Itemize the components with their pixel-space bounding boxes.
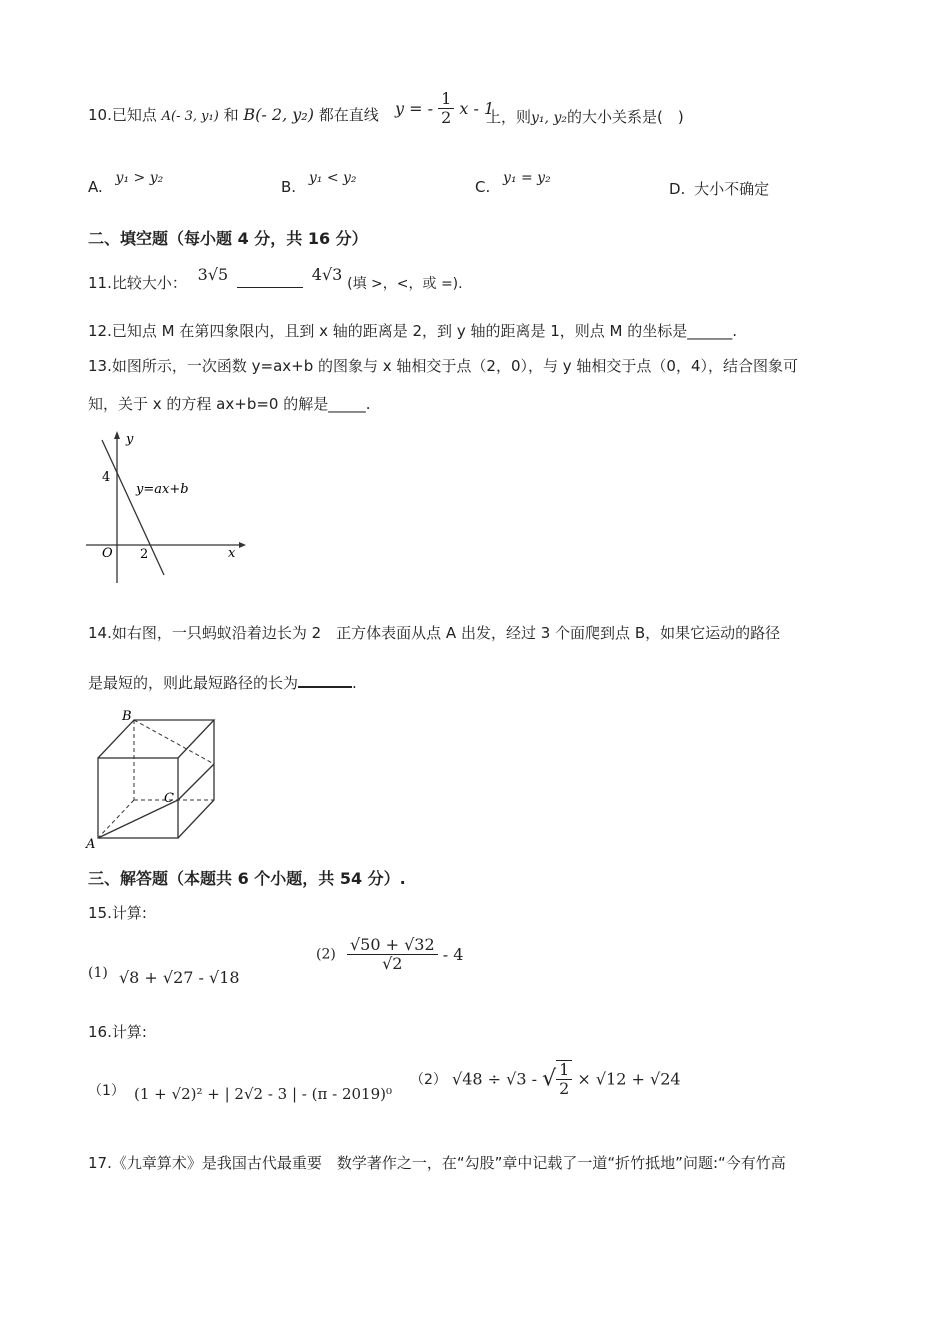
q10-stem	[88, 104, 379, 125]
q13-graph	[84, 428, 249, 588]
q10-option-a[interactable]	[88, 170, 164, 196]
option-label: B.	[281, 178, 297, 196]
q16-p1-expr: (1 + √2)² + | 2√2 - 3 | - (π - 2019)⁰	[134, 1085, 392, 1103]
q14-line-2-text: 是最短的，则此最短路径的长为	[88, 674, 299, 692]
q10-text-5: 的大小关系是( )	[566, 108, 684, 126]
q11-line	[88, 265, 463, 293]
q10-stem-end	[486, 106, 684, 127]
q11-text-1: 比较大小：	[111, 274, 187, 292]
q14-line-2	[88, 672, 357, 693]
x-axis-label: x	[228, 546, 236, 561]
line-label: y=ax+b	[136, 482, 189, 497]
q15-p2-num: √50 + √32	[347, 936, 438, 955]
q16-p2-label: （2）	[410, 1072, 447, 1088]
q14-answer-blank[interactable]	[298, 672, 352, 688]
q10-point-a: A(- 3, y₁)	[161, 109, 219, 124]
q15-p1-expr: √8 + √27 - √18	[118, 968, 240, 987]
q16-part-1	[88, 1080, 392, 1103]
q10-number: 10.	[88, 106, 112, 124]
q10-frac-den: 2	[441, 108, 452, 127]
option-expr: y₁ = y₂	[503, 170, 551, 186]
option-label: C.	[475, 178, 491, 196]
q10-frac-num: 1	[438, 90, 454, 109]
option-label: A.	[88, 178, 103, 196]
cube-point-a-label: A	[86, 837, 96, 850]
q14-line-1: 14.如右图，一只蚂蚁沿着边长为 2 正方体表面从点 A 出发，经过 3 个面爬到点 B，如果它运动的路径	[88, 624, 781, 642]
q16-p1-label: （1）	[88, 1083, 125, 1099]
q16-p2-radical-icon: √	[542, 1066, 557, 1092]
section-2-title: 二、填空题（每小题 4 分，共 16 分）	[88, 229, 368, 248]
q10-eq-fraction	[438, 90, 454, 127]
q14-cube	[84, 706, 224, 850]
cube-hidden-edge-d	[98, 800, 134, 838]
origin-label: O	[102, 546, 113, 561]
q16-p2-frac-den: 2	[559, 1079, 570, 1098]
q10-point-b: B(- 2, y₂)	[243, 105, 314, 124]
q15-p2-tail: - 4	[442, 945, 464, 964]
q10-text-1: 已知点	[111, 106, 157, 124]
q10-text-3: 都在直线	[318, 106, 379, 124]
q15-p2-den: √2	[382, 954, 403, 973]
q15-p1-label: (1)	[88, 965, 108, 981]
y-axis-arrow-icon	[114, 431, 120, 439]
q10-option-b[interactable]	[281, 170, 357, 196]
y-tick-label: 4	[102, 470, 111, 485]
option-expr: y₁ > y₂	[115, 170, 164, 186]
q10-option-c[interactable]	[475, 170, 551, 196]
cube-point-b-label: B	[122, 709, 132, 724]
q16-p2-a: √48 ÷ √3 -	[452, 1069, 538, 1089]
q16-part-2	[410, 1060, 681, 1098]
q15-part-1	[88, 962, 240, 987]
section-3-title: 三、解答题（本题共 6 个小题，共 54 分）.	[88, 869, 406, 888]
q10-eq-left: y = -	[395, 99, 434, 118]
option-expr: 大小不确定	[694, 180, 770, 198]
option-expr: y₁ < y₂	[308, 170, 357, 186]
q16-p2-frac-num: 1	[556, 1061, 572, 1080]
q10-line-equation	[395, 90, 494, 127]
q10-eq-right: x - 1	[459, 99, 495, 118]
q11-expr-b: 4√3	[311, 265, 343, 284]
q11-number: 11.	[88, 274, 112, 292]
x-axis-arrow-icon	[239, 542, 246, 548]
q13-line-1: 13.如图所示，一次函数 y=ax+b 的图象与 x 轴相交于点（2，0），与 y 轴相交于点（0，4），结合图象可	[88, 357, 798, 375]
q12-text: 12.已知点 M 在第四象限内，且到 x 轴的距离是 2，到 y 轴的距离是 1，则点 M 的坐标是______.	[88, 322, 738, 340]
q16-p2-fraction	[556, 1060, 572, 1098]
q15-p2-fraction	[347, 936, 438, 973]
q17-text: 17.《九章算术》是我国古代最重要 数学著作之一，在“勾股”章中记载了一道“折竹抵地”问题:“今有竹高	[88, 1154, 786, 1172]
option-label: D.	[669, 180, 686, 198]
q10-vars: y₁, y₂	[531, 110, 567, 126]
x-tick-label: 2	[140, 547, 149, 562]
q16-title: 16.计算:	[88, 1023, 147, 1041]
y-axis-label: y	[126, 432, 134, 447]
q16-p2-b: × √12 + √24	[577, 1069, 681, 1089]
cube-top-face	[98, 720, 214, 758]
q14-line-2-end: .	[352, 674, 357, 692]
q11-text-2: (填 >，<，或 =).	[347, 276, 463, 292]
ant-path-2	[178, 764, 214, 800]
q10-option-d[interactable]	[669, 178, 769, 199]
q10-text-2: 和	[223, 106, 239, 124]
q13-line-2: 知，关于 x 的方程 ax+b=0 的解是_____.	[88, 395, 371, 413]
q15-p2-label: (2)	[316, 946, 336, 963]
q10-text-4: 上，则	[486, 108, 532, 126]
q15-part-2	[316, 936, 463, 973]
cube-point-c-label: C	[164, 791, 174, 806]
q15-title: 15.计算:	[88, 904, 147, 922]
q11-expr-a: 3√5	[197, 265, 229, 284]
q11-answer-blank[interactable]	[237, 273, 303, 288]
cube-right-face	[178, 720, 214, 838]
